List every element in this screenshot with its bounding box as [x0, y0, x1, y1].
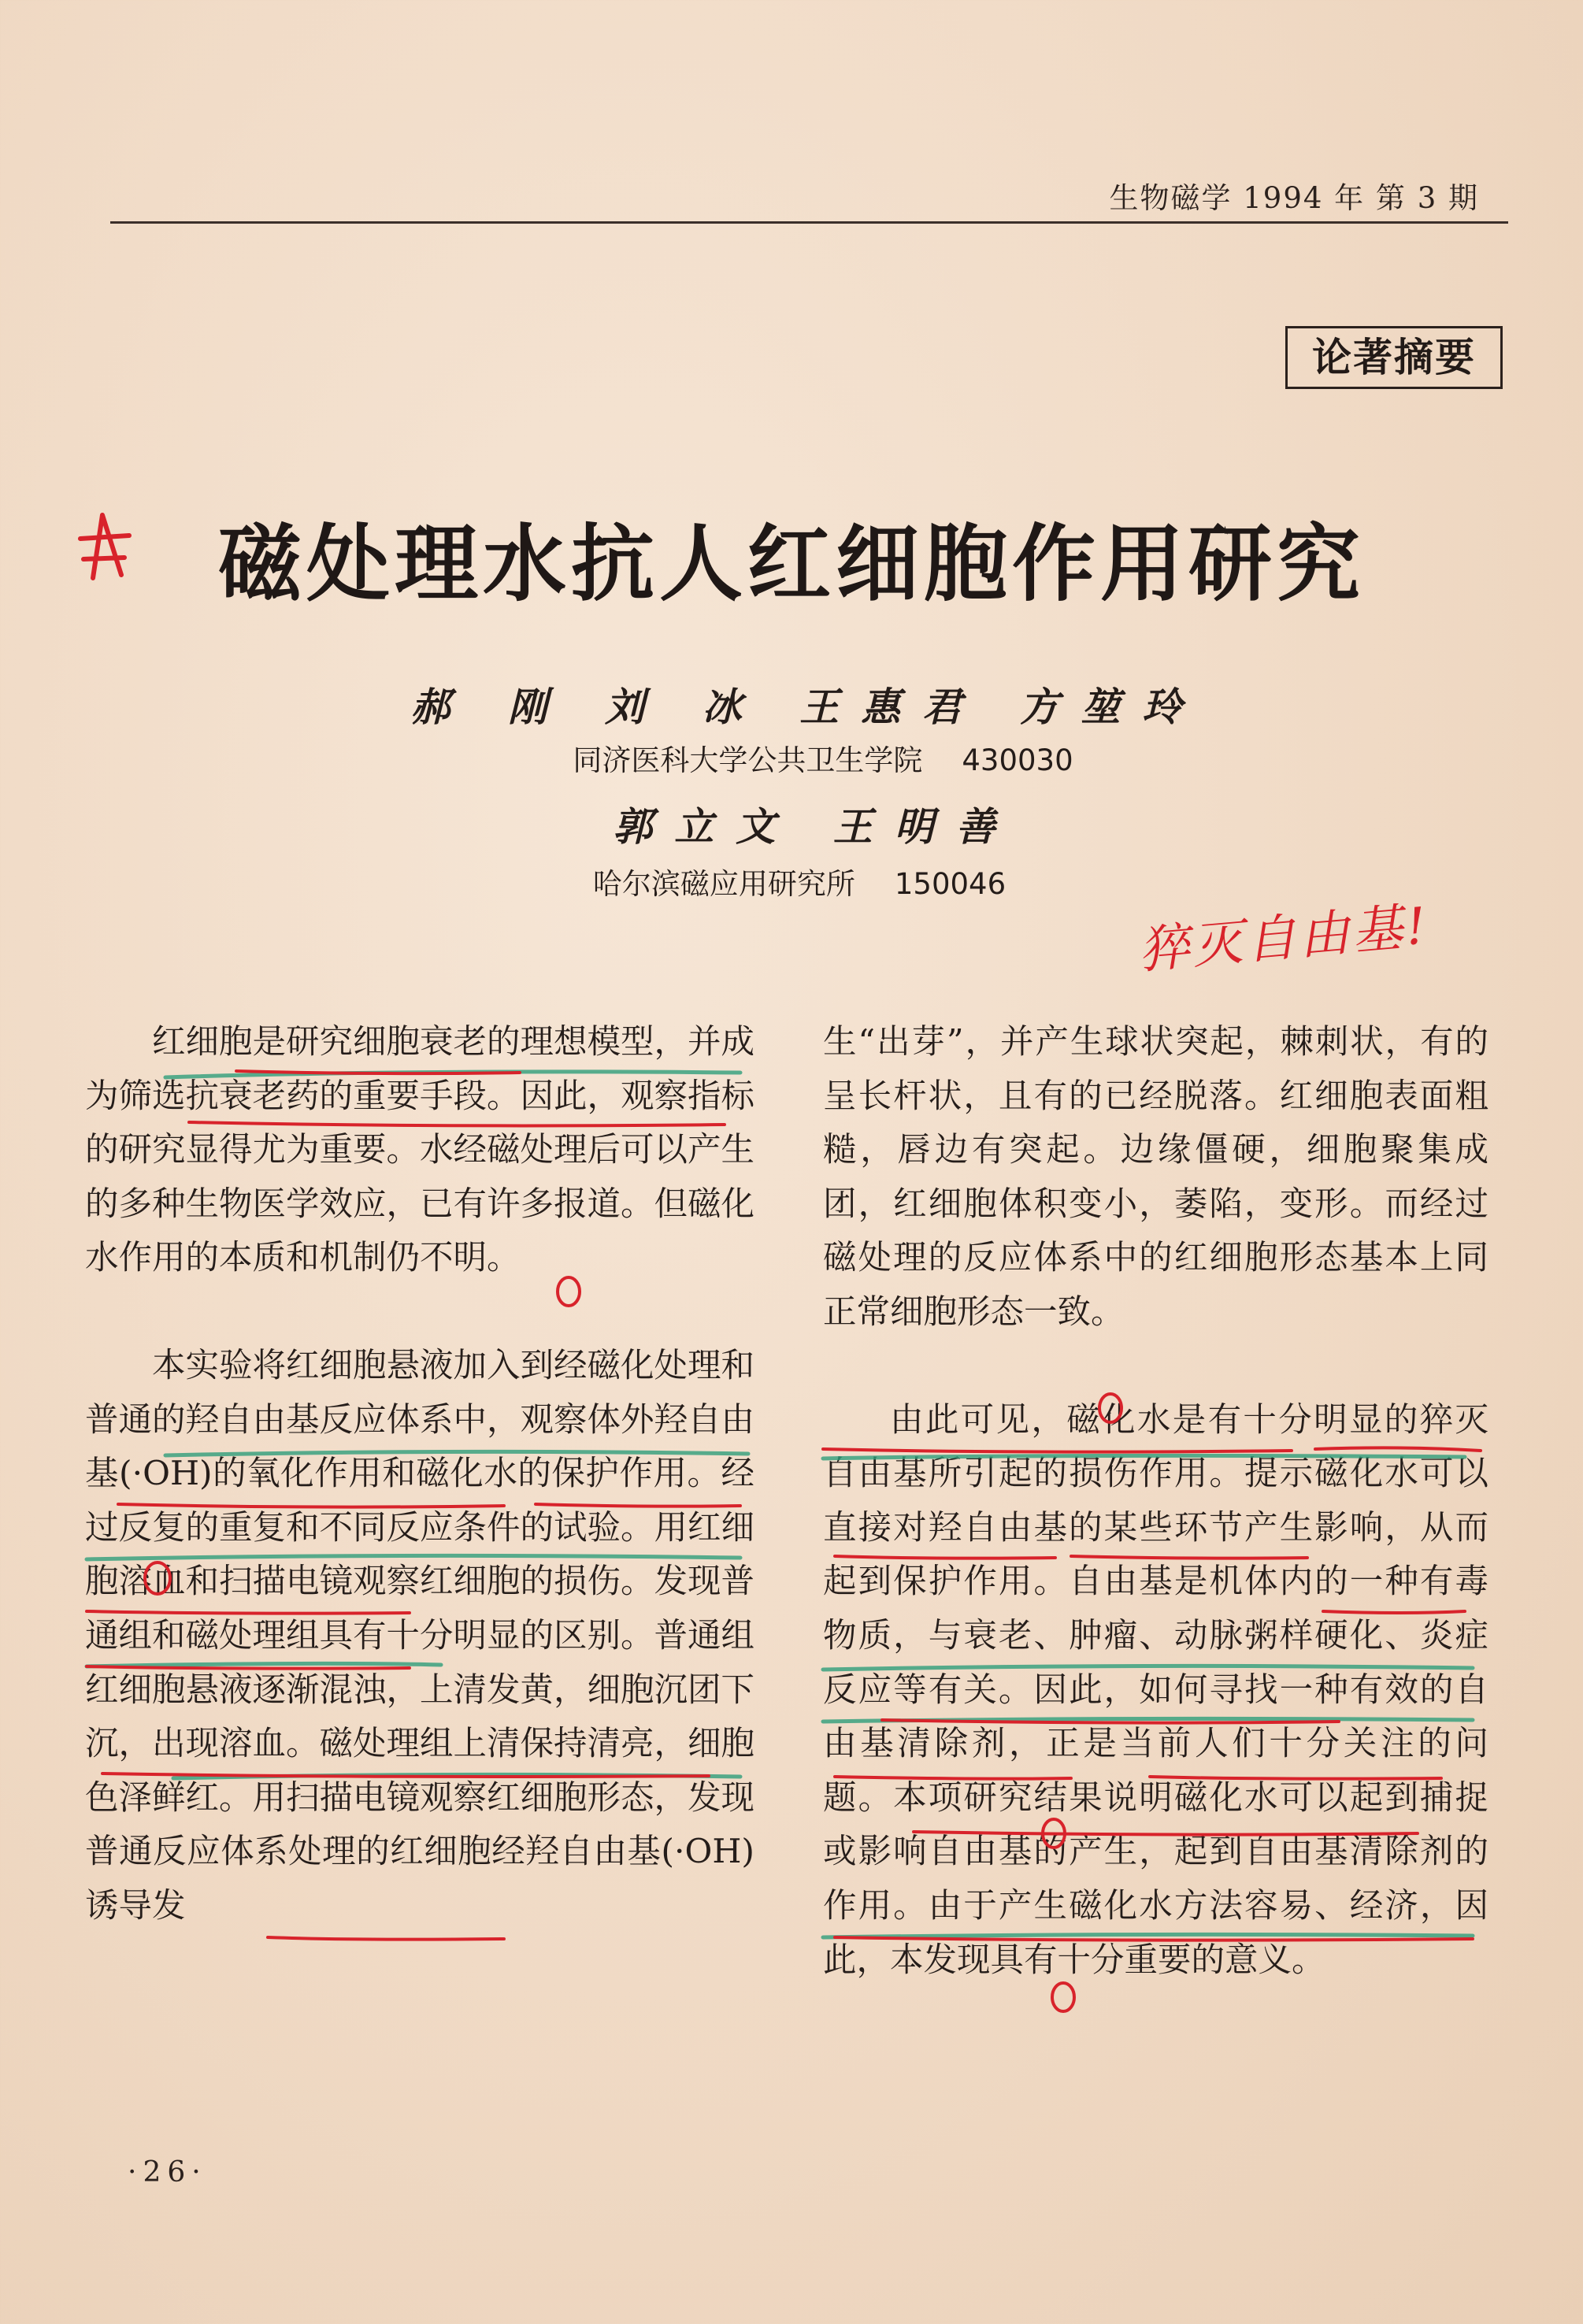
affiliation-2-name: 哈尔滨磁应用研究所 [592, 867, 855, 901]
author-names-2: 郭立文 王明善 [613, 803, 1018, 850]
page-number: ·26· [128, 2156, 207, 2189]
body-paragraph: 本实验将红细胞悬液加入到经磁化处理和普通的羟自由基反应体系中，观察体外羟自由基(·OH)的氧化作用和磁化水的保护作用。经过反复的重复和不同反应条件的试验。用红细胞溶血和扫描电镜观察红细胞的损伤。发现普通组和磁处理组具有十分明显的区别。普通组红细胞悬液逐渐混浊，上清发黄，细胞沉团下沉，出现溶血。磁处理组上清保持清亮，细胞色泽鲜红。用扫描电镜观察红细胞形态，发现普通反应体系处理的红细胞经羟自由基(·OH)诱导发 [85, 1346, 755, 1926]
body-column-left [85, 1016, 754, 1934]
affiliation-2-postal-code: 150046 [894, 867, 1007, 901]
body-paragraph: 红细胞是研究细胞衰老的理想模型，并成为筛选抗衰老药的重要手段。因此，观察指标的研究显得尤为重要。水经磁处理后可以产生的多种生物医学效应，已有许多报道。但磁化水作用的本质和机制仍不明。 [85, 1023, 755, 1278]
journal-info: 生物磁学 1994 年 第 3 期 [1109, 181, 1479, 215]
author-names-1: 郝 刚 刘 冰 王惠君 方堃玲 [410, 684, 1204, 730]
handwritten-note: 猝灭自由基! [1136, 897, 1432, 980]
header-rule [110, 221, 1508, 224]
body-paragraph: 由此可见，磁化水是有十分明显的猝灭自由基所引起的损伤作用。提示磁化水可以直接对羟自由基的某些环节产生影响，从而起到保护作用。自由基是机体内的一种有毒物质，与衰老、肿瘤、动脉粥样硬化、炎症反应等有关。因此，如何寻找一种有效的自由基清除剂，正是当前人们十分关注的问题。本项研究结果说明磁化水可以起到捕捉或影响自由基的产生，起到自由基清除剂的作用。由于产生磁化水方法容易、经济，因此，本发现具有十分重要的意义。 [823, 1400, 1488, 1980]
affiliation-1 [32, 736, 1583, 779]
article-title: 磁处理水抗人红细胞作用研究 [218, 514, 1365, 613]
body-paragraph: 生“出芽”，并产生球状突起，棘刺状，有的呈长杆状，且有的已经脱落。红细胞表面粗糙，唇边有突起。边缘僵硬，细胞聚集成团，红细胞体积变小，萎陷，变形。而经过磁处理的反应体系中的红细胞形态基本上同正常细胞形态一致。 [823, 1023, 1488, 1332]
section-badge: 论著摘要 [1285, 326, 1503, 389]
body-column-right [823, 1016, 1488, 1988]
affiliation-1-name: 同济医科大学公共卫生学院 [573, 743, 923, 777]
affiliation-1-postal-code: 430030 [962, 743, 1073, 777]
